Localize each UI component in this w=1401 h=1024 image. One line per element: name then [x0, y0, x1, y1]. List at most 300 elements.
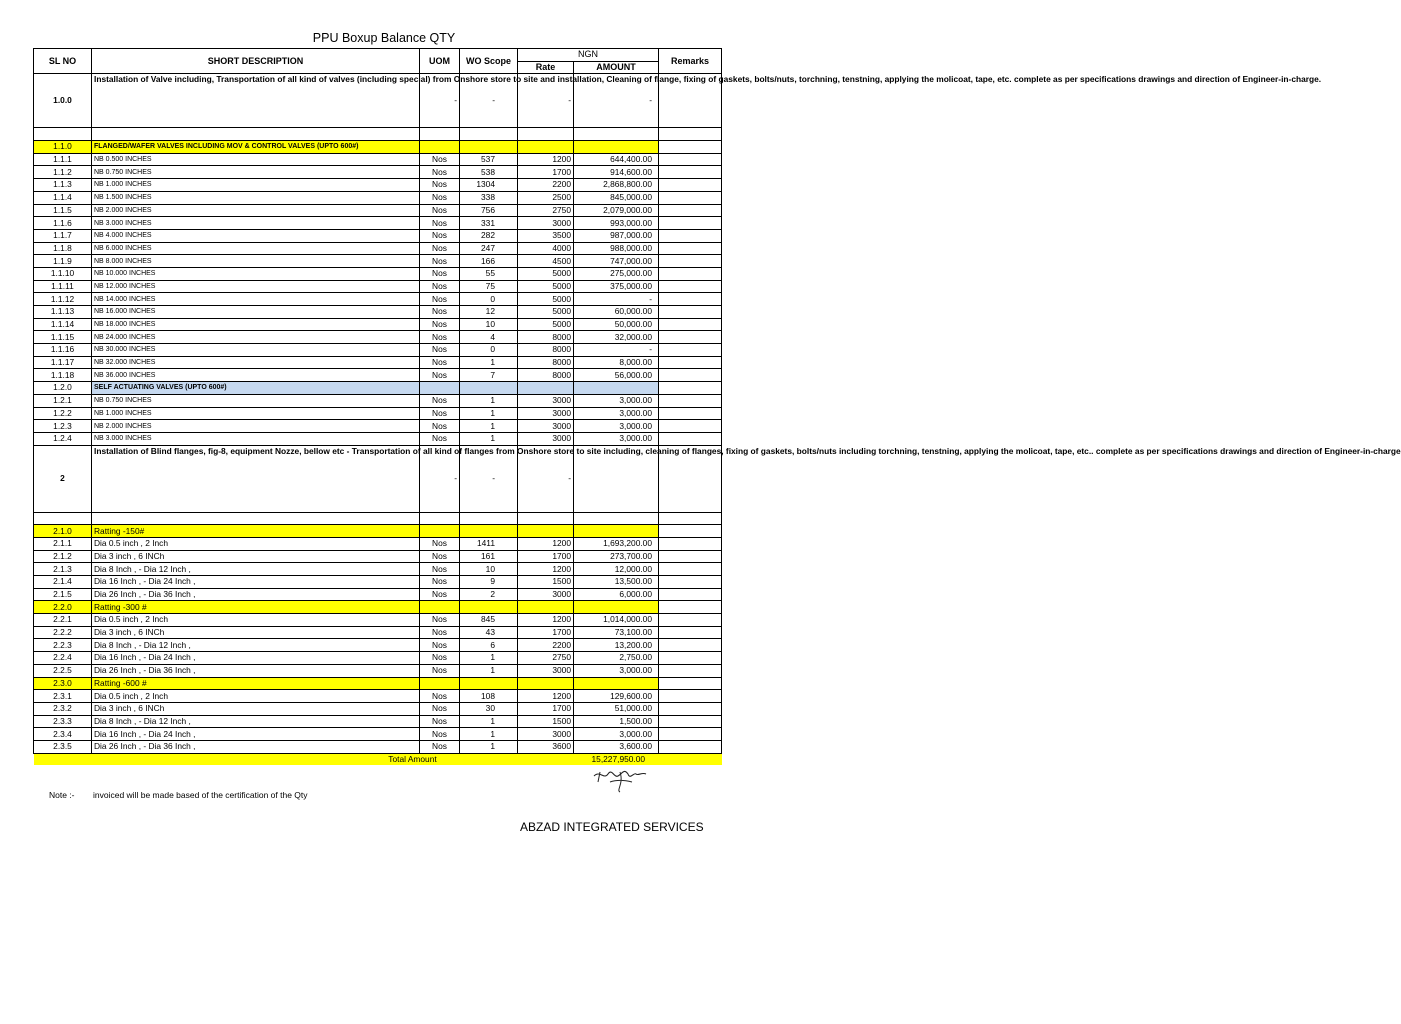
- empty-cell: [659, 166, 722, 179]
- row-amount: 13,500.00: [574, 576, 659, 589]
- row-uom: Nos: [420, 563, 460, 576]
- row-rate: 1700: [518, 550, 574, 563]
- item-row: [34, 369, 722, 382]
- row-sl-no: 2.2.5: [34, 664, 92, 677]
- row-wo-scope: 10: [460, 563, 518, 576]
- row-amount: 2,868,800.00: [574, 179, 659, 192]
- header-wo-scope: WO Scope: [460, 49, 518, 74]
- row-wo-scope: 7: [460, 369, 518, 382]
- row-amount: 13,200.00: [574, 639, 659, 652]
- item-row: [34, 576, 722, 589]
- row-rate: 5000: [518, 306, 574, 319]
- row-sl-no: 1.1.1: [34, 153, 92, 166]
- item-row: [34, 306, 722, 319]
- header-remarks: Remarks: [659, 49, 722, 74]
- empty-cell: [659, 217, 722, 230]
- row-rate: 2500: [518, 191, 574, 204]
- item-row: [34, 614, 722, 627]
- row-amount: 3,000.00: [574, 394, 659, 407]
- row-wo-scope: 756: [460, 204, 518, 217]
- row-rate: 8000: [518, 344, 574, 357]
- row-wo-scope: 1: [460, 652, 518, 665]
- row-rate: 1500: [518, 576, 574, 589]
- row-sl-no: 2.2.3: [34, 639, 92, 652]
- row-rate: 2200: [518, 179, 574, 192]
- row-sl-no: 1.1.4: [34, 191, 92, 204]
- item-row: [34, 255, 722, 268]
- item-row: [34, 217, 722, 230]
- section-header-row: [34, 525, 722, 538]
- item-row: [34, 229, 722, 242]
- section-title: Ratting -150#: [92, 525, 420, 538]
- row-amount: 50,000.00: [574, 318, 659, 331]
- row-uom: Nos: [420, 356, 460, 369]
- row-description: Dia 3 inch , 6 INCh: [92, 626, 420, 639]
- row-wo-scope: 1: [460, 740, 518, 753]
- description-block-row: [34, 445, 722, 512]
- row-rate: 1700: [518, 166, 574, 179]
- empty-cell: [518, 525, 574, 538]
- row-sl-no: 2: [34, 445, 92, 512]
- item-row: [34, 715, 722, 728]
- section-title: Ratting -300 #: [92, 601, 420, 614]
- total-amount: 15,227,950.00: [574, 753, 722, 765]
- row-rate: 1200: [518, 153, 574, 166]
- spacer-row: [34, 128, 722, 141]
- row-sl-no: 2.1.0: [34, 525, 92, 538]
- item-row: [34, 664, 722, 677]
- row-wo-scope: -: [460, 74, 518, 128]
- row-uom: Nos: [420, 204, 460, 217]
- empty-cell: [659, 369, 722, 382]
- row-wo-scope: 845: [460, 614, 518, 627]
- item-row: [34, 344, 722, 357]
- row-rate: 3000: [518, 728, 574, 741]
- empty-cell: [659, 280, 722, 293]
- signature-mark: [590, 762, 650, 794]
- header-ngn: NGN: [518, 49, 659, 62]
- item-row: [34, 318, 722, 331]
- row-sl-no: 1.1.5: [34, 204, 92, 217]
- row-rate: 3000: [518, 394, 574, 407]
- empty-cell: [659, 153, 722, 166]
- section-header-row: [34, 677, 722, 690]
- row-amount: 1,693,200.00: [574, 537, 659, 550]
- section-title: FLANGED/WAFER VALVES INCLUDING MOV & CONTROL VALVES (UPTO 600#): [92, 141, 420, 154]
- row-description: NB 10.000 INCHES: [92, 267, 420, 280]
- empty-cell: [659, 407, 722, 420]
- header-sl-no: SL NO: [34, 49, 92, 74]
- row-rate: 3600: [518, 740, 574, 753]
- row-wo-scope: 4: [460, 331, 518, 344]
- empty-cell: [460, 601, 518, 614]
- section-header-row: [34, 141, 722, 154]
- empty-cell: [659, 293, 722, 306]
- row-uom: Nos: [420, 407, 460, 420]
- row-amount: -: [574, 293, 659, 306]
- row-description: NB 16.000 INCHES: [92, 306, 420, 319]
- row-sl-no: 1.1.15: [34, 331, 92, 344]
- empty-cell: [460, 525, 518, 538]
- row-wo-scope: 166: [460, 255, 518, 268]
- row-amount: 73,100.00: [574, 626, 659, 639]
- row-sl-no: 1.2.3: [34, 420, 92, 433]
- row-description: Dia 26 Inch , - Dia 36 Inch ,: [92, 664, 420, 677]
- empty-cell: [659, 537, 722, 550]
- row-sl-no: 1.1.3: [34, 179, 92, 192]
- row-rate: 3000: [518, 588, 574, 601]
- row-wo-scope: 282: [460, 229, 518, 242]
- empty-cell: [659, 639, 722, 652]
- row-uom: Nos: [420, 293, 460, 306]
- row-description: Dia 26 Inch , - Dia 36 Inch ,: [92, 588, 420, 601]
- row-description: NB 32.000 INCHES: [92, 356, 420, 369]
- empty-cell: [659, 420, 722, 433]
- row-wo-scope: 43: [460, 626, 518, 639]
- row-sl-no: 2.2.2: [34, 626, 92, 639]
- row-wo-scope: 1: [460, 394, 518, 407]
- row-wo-scope: 161: [460, 550, 518, 563]
- row-description: Dia 8 Inch , - Dia 12 Inch ,: [92, 639, 420, 652]
- item-row: [34, 740, 722, 753]
- row-sl-no: 1.1.0: [34, 141, 92, 154]
- row-sl-no: 2.1.3: [34, 563, 92, 576]
- row-sl-no: 1.1.8: [34, 242, 92, 255]
- item-row: [34, 432, 722, 445]
- total-label: Total Amount: [34, 753, 574, 765]
- empty-cell: [659, 344, 722, 357]
- row-description: NB 4.000 INCHES: [92, 229, 420, 242]
- item-row: [34, 394, 722, 407]
- row-description: NB 0.750 INCHES: [92, 166, 420, 179]
- spacer-row: [34, 512, 722, 525]
- row-amount: 987,000.00: [574, 229, 659, 242]
- empty-cell: [659, 204, 722, 217]
- empty-cell: [574, 128, 659, 141]
- row-wo-scope: 1: [460, 432, 518, 445]
- row-uom: Nos: [420, 740, 460, 753]
- empty-cell: [659, 267, 722, 280]
- empty-cell: [92, 128, 420, 141]
- row-sl-no: 2.3.0: [34, 677, 92, 690]
- row-uom: Nos: [420, 217, 460, 230]
- row-wo-scope: 30: [460, 702, 518, 715]
- empty-cell: [659, 525, 722, 538]
- row-uom: Nos: [420, 690, 460, 703]
- item-row: [34, 626, 722, 639]
- row-rate: 3000: [518, 664, 574, 677]
- empty-cell: [518, 601, 574, 614]
- row-description: Dia 16 Inch , - Dia 24 Inch ,: [92, 652, 420, 665]
- row-description: Dia 0.5 inch , 2 Inch: [92, 614, 420, 627]
- row-amount: 6,000.00: [574, 588, 659, 601]
- block-description: Installation of Valve including, Transportation of all kind of valves (including special) from Onshore store to site and installation, Cleaning of flange, fixing of gaskets, bolts/nuts, torchning, tenstning, applying the molicoat, tape, etc. complete as per specifications drawings and direction of Engineer-in-charge.: [92, 74, 420, 128]
- row-rate: 1200: [518, 537, 574, 550]
- row-description: NB 0.500 INCHES: [92, 153, 420, 166]
- row-wo-scope: 1: [460, 728, 518, 741]
- row-rate: 8000: [518, 331, 574, 344]
- row-sl-no: 1.1.9: [34, 255, 92, 268]
- empty-cell: [92, 512, 420, 525]
- empty-cell: [659, 677, 722, 690]
- row-sl-no: 1.1.11: [34, 280, 92, 293]
- empty-cell: [659, 702, 722, 715]
- row-description: Dia 16 Inch , - Dia 24 Inch ,: [92, 576, 420, 589]
- empty-cell: [518, 512, 574, 525]
- row-uom: Nos: [420, 639, 460, 652]
- row-amount: 273,700.00: [574, 550, 659, 563]
- company-name: ABZAD INTEGRATED SERVICES: [520, 820, 704, 834]
- row-uom: Nos: [420, 728, 460, 741]
- row-rate: 1700: [518, 626, 574, 639]
- row-amount: 8,000.00: [574, 356, 659, 369]
- boq-body: [34, 74, 1401, 753]
- row-rate: 4000: [518, 242, 574, 255]
- section-header-row: [34, 601, 722, 614]
- row-wo-scope: -: [460, 445, 518, 512]
- item-row: [34, 356, 722, 369]
- row-sl-no: 2.1.4: [34, 576, 92, 589]
- empty-cell: [659, 394, 722, 407]
- row-amount: 3,000.00: [574, 407, 659, 420]
- row-sl-no: 1.1.7: [34, 229, 92, 242]
- row-rate: 1700: [518, 702, 574, 715]
- row-uom: Nos: [420, 550, 460, 563]
- item-row: [34, 191, 722, 204]
- row-description: NB 6.000 INCHES: [92, 242, 420, 255]
- row-sl-no: 1.1.14: [34, 318, 92, 331]
- empty-cell: [659, 128, 722, 141]
- header-uom: UOM: [420, 49, 460, 74]
- empty-cell: [460, 141, 518, 154]
- item-row: [34, 179, 722, 192]
- empty-cell: [659, 664, 722, 677]
- row-amount: 747,000.00: [574, 255, 659, 268]
- empty-cell: [518, 382, 574, 395]
- row-amount: 60,000.00: [574, 306, 659, 319]
- item-row: [34, 652, 722, 665]
- empty-cell: [420, 601, 460, 614]
- row-wo-scope: 75: [460, 280, 518, 293]
- row-rate: 3000: [518, 420, 574, 433]
- row-rate: 1200: [518, 614, 574, 627]
- row-uom: Nos: [420, 153, 460, 166]
- row-uom: Nos: [420, 369, 460, 382]
- row-sl-no: 1.2.2: [34, 407, 92, 420]
- row-wo-scope: 1: [460, 356, 518, 369]
- row-amount: 375,000.00: [574, 280, 659, 293]
- row-sl-no: 2.1.1: [34, 537, 92, 550]
- empty-cell: [659, 601, 722, 614]
- row-amount: 988,000.00: [574, 242, 659, 255]
- empty-cell: [659, 588, 722, 601]
- row-uom: Nos: [420, 432, 460, 445]
- row-sl-no: 1.1.6: [34, 217, 92, 230]
- row-wo-scope: 537: [460, 153, 518, 166]
- row-rate: 8000: [518, 369, 574, 382]
- row-sl-no: 2.3.2: [34, 702, 92, 715]
- row-sl-no: 1.1.2: [34, 166, 92, 179]
- row-uom: Nos: [420, 318, 460, 331]
- header-amount: AMOUNT: [574, 61, 659, 74]
- row-uom: -: [420, 74, 460, 128]
- empty-cell: [659, 550, 722, 563]
- row-uom: Nos: [420, 394, 460, 407]
- item-row: [34, 407, 722, 420]
- row-amount: 275,000.00: [574, 267, 659, 280]
- empty-cell: [420, 677, 460, 690]
- row-sl-no: 2.2.0: [34, 601, 92, 614]
- row-description: NB 18.000 INCHES: [92, 318, 420, 331]
- empty-cell: [659, 191, 722, 204]
- note-label: Note :-: [49, 790, 75, 800]
- row-description: NB 30.000 INCHES: [92, 344, 420, 357]
- row-rate: 1200: [518, 563, 574, 576]
- row-uom: Nos: [420, 191, 460, 204]
- empty-cell: [659, 626, 722, 639]
- row-rate: 5000: [518, 280, 574, 293]
- row-uom: Nos: [420, 242, 460, 255]
- row-sl-no: 1.2.1: [34, 394, 92, 407]
- row-uom: Nos: [420, 280, 460, 293]
- row-rate: 4500: [518, 255, 574, 268]
- row-wo-scope: 1: [460, 420, 518, 433]
- row-wo-scope: 538: [460, 166, 518, 179]
- row-rate: 1200: [518, 690, 574, 703]
- row-description: Dia 8 Inch , - Dia 12 Inch ,: [92, 715, 420, 728]
- row-wo-scope: 12: [460, 306, 518, 319]
- empty-cell: [659, 576, 722, 589]
- row-amount: 3,000.00: [574, 432, 659, 445]
- row-amount: 993,000.00: [574, 217, 659, 230]
- row-wo-scope: 331: [460, 217, 518, 230]
- row-wo-scope: 0: [460, 344, 518, 357]
- header-short-description: SHORT DESCRIPTION: [92, 49, 420, 74]
- row-description: NB 1.000 INCHES: [92, 407, 420, 420]
- empty-cell: [659, 318, 722, 331]
- empty-cell: [659, 229, 722, 242]
- empty-cell: [460, 382, 518, 395]
- row-sl-no: 2.1.5: [34, 588, 92, 601]
- row-sl-no: 2.1.2: [34, 550, 92, 563]
- row-description: Dia 16 Inch , - Dia 24 Inch ,: [92, 728, 420, 741]
- empty-cell: [34, 128, 92, 141]
- empty-cell: [574, 512, 659, 525]
- row-amount: 32,000.00: [574, 331, 659, 344]
- empty-cell: [659, 728, 722, 741]
- row-rate: 5000: [518, 318, 574, 331]
- row-uom: Nos: [420, 306, 460, 319]
- row-rate: 3500: [518, 229, 574, 242]
- row-wo-scope: 338: [460, 191, 518, 204]
- document-title: PPU Boxup Balance QTY: [312, 31, 456, 45]
- row-wo-scope: 108: [460, 690, 518, 703]
- row-wo-scope: 55: [460, 267, 518, 280]
- row-wo-scope: 1: [460, 664, 518, 677]
- empty-cell: [420, 512, 460, 525]
- empty-cell: [659, 141, 722, 154]
- row-uom: Nos: [420, 255, 460, 268]
- item-row: [34, 166, 722, 179]
- item-row: [34, 537, 722, 550]
- row-uom: Nos: [420, 331, 460, 344]
- empty-cell: [420, 128, 460, 141]
- row-uom: Nos: [420, 614, 460, 627]
- row-description: NB 14.000 INCHES: [92, 293, 420, 306]
- empty-cell: [659, 356, 722, 369]
- row-sl-no: 1.1.13: [34, 306, 92, 319]
- row-sl-no: 1.0.0: [34, 74, 92, 128]
- row-wo-scope: 6: [460, 639, 518, 652]
- row-uom: -: [420, 445, 460, 512]
- row-rate: 1500: [518, 715, 574, 728]
- row-rate: -: [518, 74, 574, 128]
- row-amount: 914,600.00: [574, 166, 659, 179]
- row-description: NB 36.000 INCHES: [92, 369, 420, 382]
- row-description: NB 1.500 INCHES: [92, 191, 420, 204]
- row-amount: 2,079,000.00: [574, 204, 659, 217]
- empty-cell: [659, 512, 722, 525]
- row-uom: Nos: [420, 166, 460, 179]
- item-row: [34, 280, 722, 293]
- empty-cell: [460, 512, 518, 525]
- row-description: NB 2.000 INCHES: [92, 204, 420, 217]
- row-amount: -: [574, 74, 659, 128]
- empty-cell: [518, 677, 574, 690]
- empty-cell: [659, 715, 722, 728]
- row-amount: 3,600.00: [574, 740, 659, 753]
- row-uom: Nos: [420, 652, 460, 665]
- description-block-row: [34, 74, 722, 128]
- row-sl-no: 1.1.10: [34, 267, 92, 280]
- section-header-row: [34, 382, 722, 395]
- row-description: Dia 26 Inch , - Dia 36 Inch ,: [92, 740, 420, 753]
- empty-cell: [659, 331, 722, 344]
- row-wo-scope: 1304: [460, 179, 518, 192]
- row-rate: -: [518, 445, 574, 512]
- block-description: Installation of Blind flanges, fig-8, equipment Nozze, bellow etc - Transportation of all kind of flanges from Onshore store to site including, cleaning of flanges, fixing of gaskets, bolts/nuts including torchning, tenstning, applying the molicoat, tape, etc.. complete as per specifications drawings and direction of Engineer-in-charge: [92, 445, 420, 512]
- empty-cell: [518, 141, 574, 154]
- row-sl-no: 2.3.5: [34, 740, 92, 753]
- row-description: Dia 0.5 inch , 2 Inch: [92, 690, 420, 703]
- empty-cell: [420, 525, 460, 538]
- row-amount: 3,000.00: [574, 420, 659, 433]
- row-description: NB 2.000 INCHES: [92, 420, 420, 433]
- row-sl-no: 1.2.0: [34, 382, 92, 395]
- row-uom: Nos: [420, 344, 460, 357]
- row-rate: 5000: [518, 267, 574, 280]
- row-description: NB 3.000 INCHES: [92, 432, 420, 445]
- row-amount: 1,500.00: [574, 715, 659, 728]
- item-row: [34, 639, 722, 652]
- row-uom: Nos: [420, 626, 460, 639]
- row-rate: 3000: [518, 407, 574, 420]
- item-row: [34, 267, 722, 280]
- row-description: Dia 3 inch , 6 INCh: [92, 550, 420, 563]
- row-amount: 644,400.00: [574, 153, 659, 166]
- row-rate: 8000: [518, 356, 574, 369]
- row-uom: Nos: [420, 588, 460, 601]
- row-description: NB 1.000 INCHES: [92, 179, 420, 192]
- item-row: [34, 153, 722, 166]
- empty-cell: [518, 128, 574, 141]
- empty-cell: [659, 432, 722, 445]
- item-row: [34, 690, 722, 703]
- empty-cell: [659, 614, 722, 627]
- section-title: Ratting -600 #: [92, 677, 420, 690]
- row-rate: 2750: [518, 652, 574, 665]
- row-sl-no: 1.2.4: [34, 432, 92, 445]
